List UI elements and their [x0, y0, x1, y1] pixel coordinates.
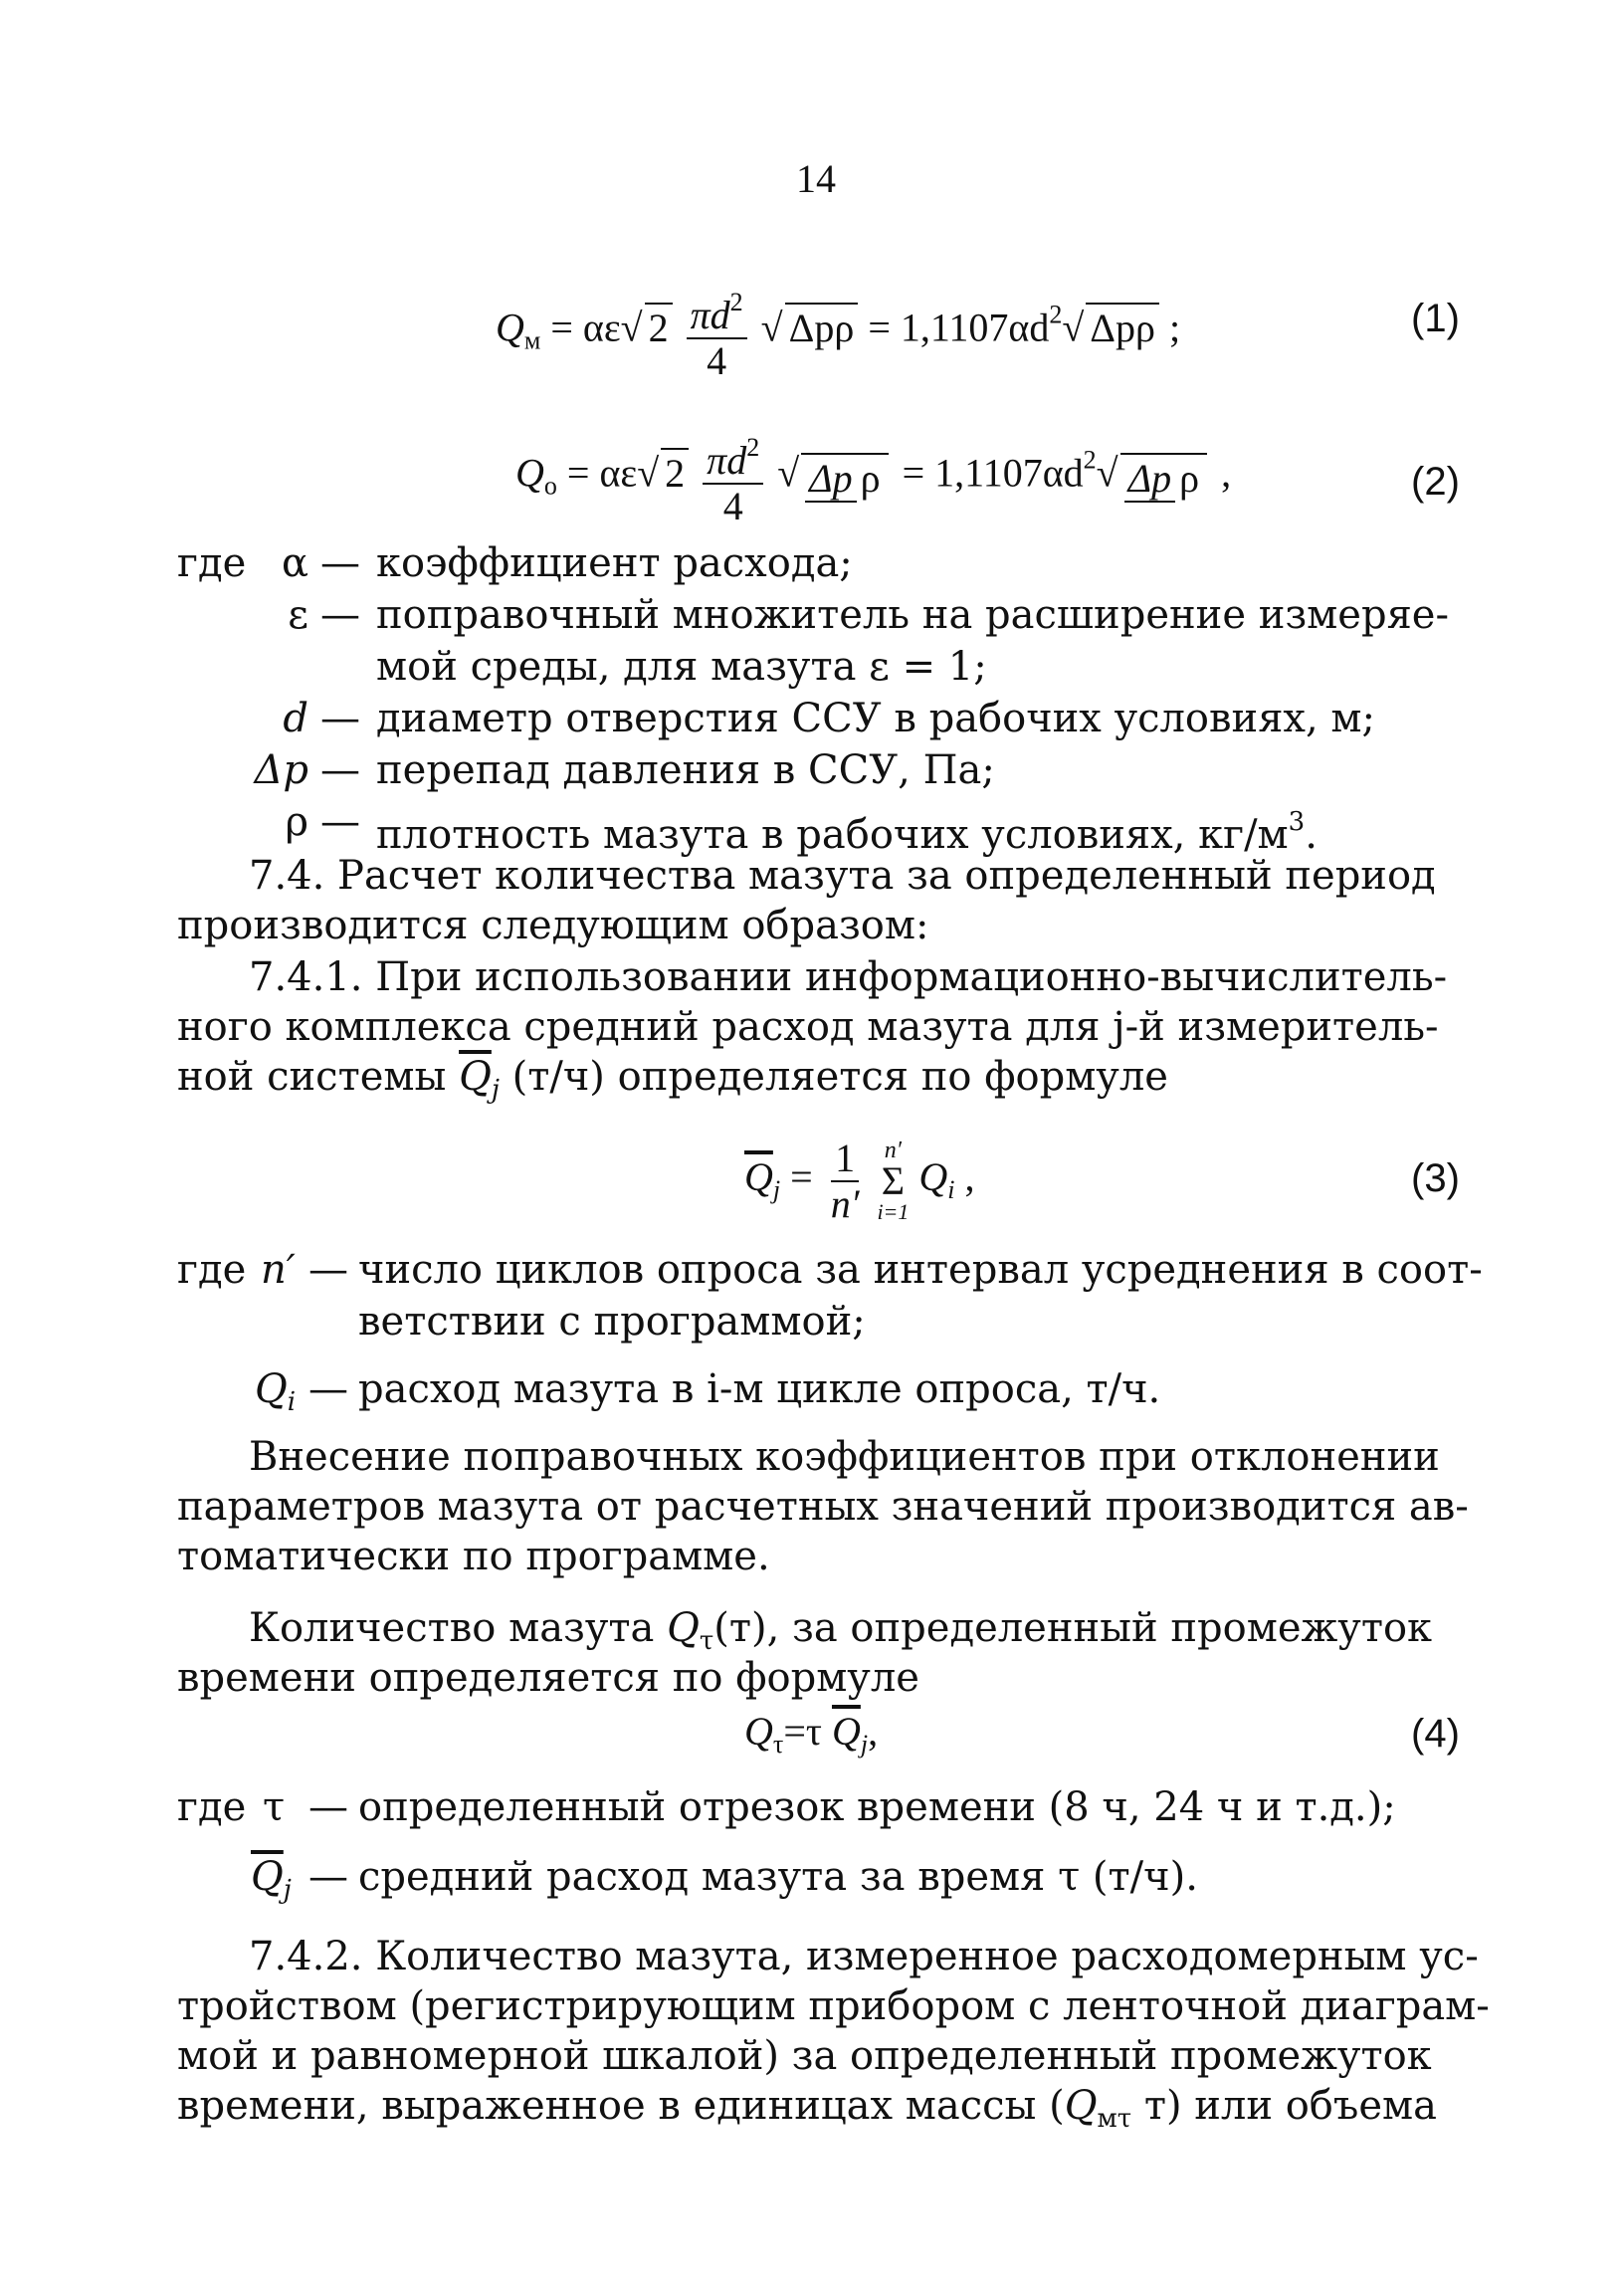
def-symbol-qj: $\overline{Q}_j$	[251, 1854, 292, 1905]
def-text-n-prime-cont: ветствии с программой;	[358, 1299, 866, 1345]
def-text-tau: определенный отрезок времени (8 ч, 24 ч и т.д.);	[358, 1784, 1396, 1830]
para-7-4-1-line-1: 7.4.1. При использовании информационно-вычислитель-	[249, 954, 1448, 1000]
def-symbol-d: d	[283, 696, 308, 741]
def-dash: —	[308, 1366, 348, 1412]
def-text-qj: средний расход мазута за время τ (т/ч).	[358, 1854, 1198, 1900]
def-dash: —	[320, 696, 360, 741]
para-corr-line-2: параметров мазута от расчетных значений производится ав-	[177, 1484, 1469, 1530]
def-symbol-n-prime: n′	[261, 1247, 296, 1293]
para-qty-line-1: Количество мазута $Q_\tau(т)$, за определенный промежуток	[249, 1605, 1433, 1656]
formula-4: $Q_\tau=\tau$ $\overline{Q}_j$,	[744, 1709, 879, 1759]
para-7-4-2-line-1: 7.4.2. Количество мазута, измеренное расходомерным ус-	[249, 1934, 1479, 1979]
def-text-alpha: коэффициент расхода;	[376, 540, 853, 586]
equation-number-2: (2)	[1411, 460, 1460, 504]
def-symbol-qi: $Q_i$	[255, 1366, 297, 1417]
equation-number-1: (1)	[1411, 297, 1460, 340]
def-dash: —	[320, 799, 360, 845]
formula-3: $\overline{Q}_j$ = $\frac{1}{n'}$ n′ Σ i=1 $Q_i$ ,	[744, 1136, 975, 1226]
para-7-4-line-1: 7.4. Расчет количества мазута за определенный период	[249, 853, 1436, 899]
def-text-epsilon-cont: мой среды, для мазута ε = 1;	[376, 644, 987, 690]
def-dash: —	[320, 592, 360, 638]
formula-2: $Q_о = \alpha\varepsilon√$ 2 $\frac{\pi d^2}{4}$ √ Δp $\rho = 1,1107\alpha d^2√$ Δp ρ ,	[515, 426, 1231, 528]
para-7-4-2-line-3: мой и равномерной шкалой) за определенный промежуток	[177, 2033, 1432, 2079]
para-7-4-line-2: производится следующим образом:	[177, 903, 929, 948]
def-symbol-alpha: α	[281, 540, 308, 586]
para-corr-line-1: Внесение поправочных коэффициентов при отклонении	[249, 1434, 1440, 1480]
equation-number-4: (4)	[1411, 1712, 1460, 1756]
def-symbol-tau: τ	[263, 1784, 286, 1830]
para-corr-line-3: томатически по программе.	[177, 1534, 770, 1579]
def-text-epsilon: поправочный множитель на расширение измеряе-	[376, 592, 1449, 638]
def-text-n-prime: число циклов опроса за интервал усреднения в соот-	[358, 1247, 1483, 1293]
def-text-d: диаметр отверстия ССУ в рабочих условиях, м;	[376, 696, 1376, 741]
def-dash: —	[308, 1784, 348, 1830]
formula-1: $Q_м = \alpha\varepsilon√$ 2 $\frac{\pi d^2}{4}$ √ $\Delta p\rho = 1,1107\alpha d^2√$ Δpρ ;	[496, 281, 1180, 383]
equation-number-3: (3)	[1411, 1156, 1460, 1200]
def-text-delta-p: перепад давления в ССУ, Па;	[376, 747, 995, 793]
para-7-4-1-line-3: ной системы $\overline{Q}_j$ (т/ч) определяется по формуле	[177, 1054, 1168, 1105]
def-text-rho: плотность мазута в рабочих условиях, $кг/м^3$.	[376, 807, 1318, 858]
page-number: 14	[796, 156, 836, 201]
def-symbol-epsilon: ε	[288, 592, 308, 638]
para-7-4-1-line-2: ного комплекса средний расход мазута для j-й измеритель-	[177, 1004, 1439, 1050]
para-7-4-2-line-4: времени, выраженное в единицах массы ($Q_{м\tau}$ т) или объема	[177, 2083, 1437, 2134]
def-dash: —	[308, 1247, 348, 1293]
definitions-lead-2: где	[177, 1247, 247, 1293]
def-symbol-delta-p: Δp	[254, 747, 308, 793]
def-dash: —	[320, 540, 360, 586]
def-dash: —	[320, 747, 360, 793]
def-text-qi: расход мазута в i-м цикле опроса, т/ч.	[358, 1366, 1161, 1412]
definitions-lead-3: где	[177, 1784, 247, 1830]
definitions-lead-1: где	[177, 540, 247, 586]
def-dash: —	[308, 1854, 348, 1900]
para-7-4-2-line-2: тройством (регистрирующим прибором с ленточной диаграм-	[177, 1983, 1490, 2029]
def-symbol-rho: ρ	[285, 799, 308, 845]
para-qty-line-2: времени определяется по формуле	[177, 1655, 919, 1701]
